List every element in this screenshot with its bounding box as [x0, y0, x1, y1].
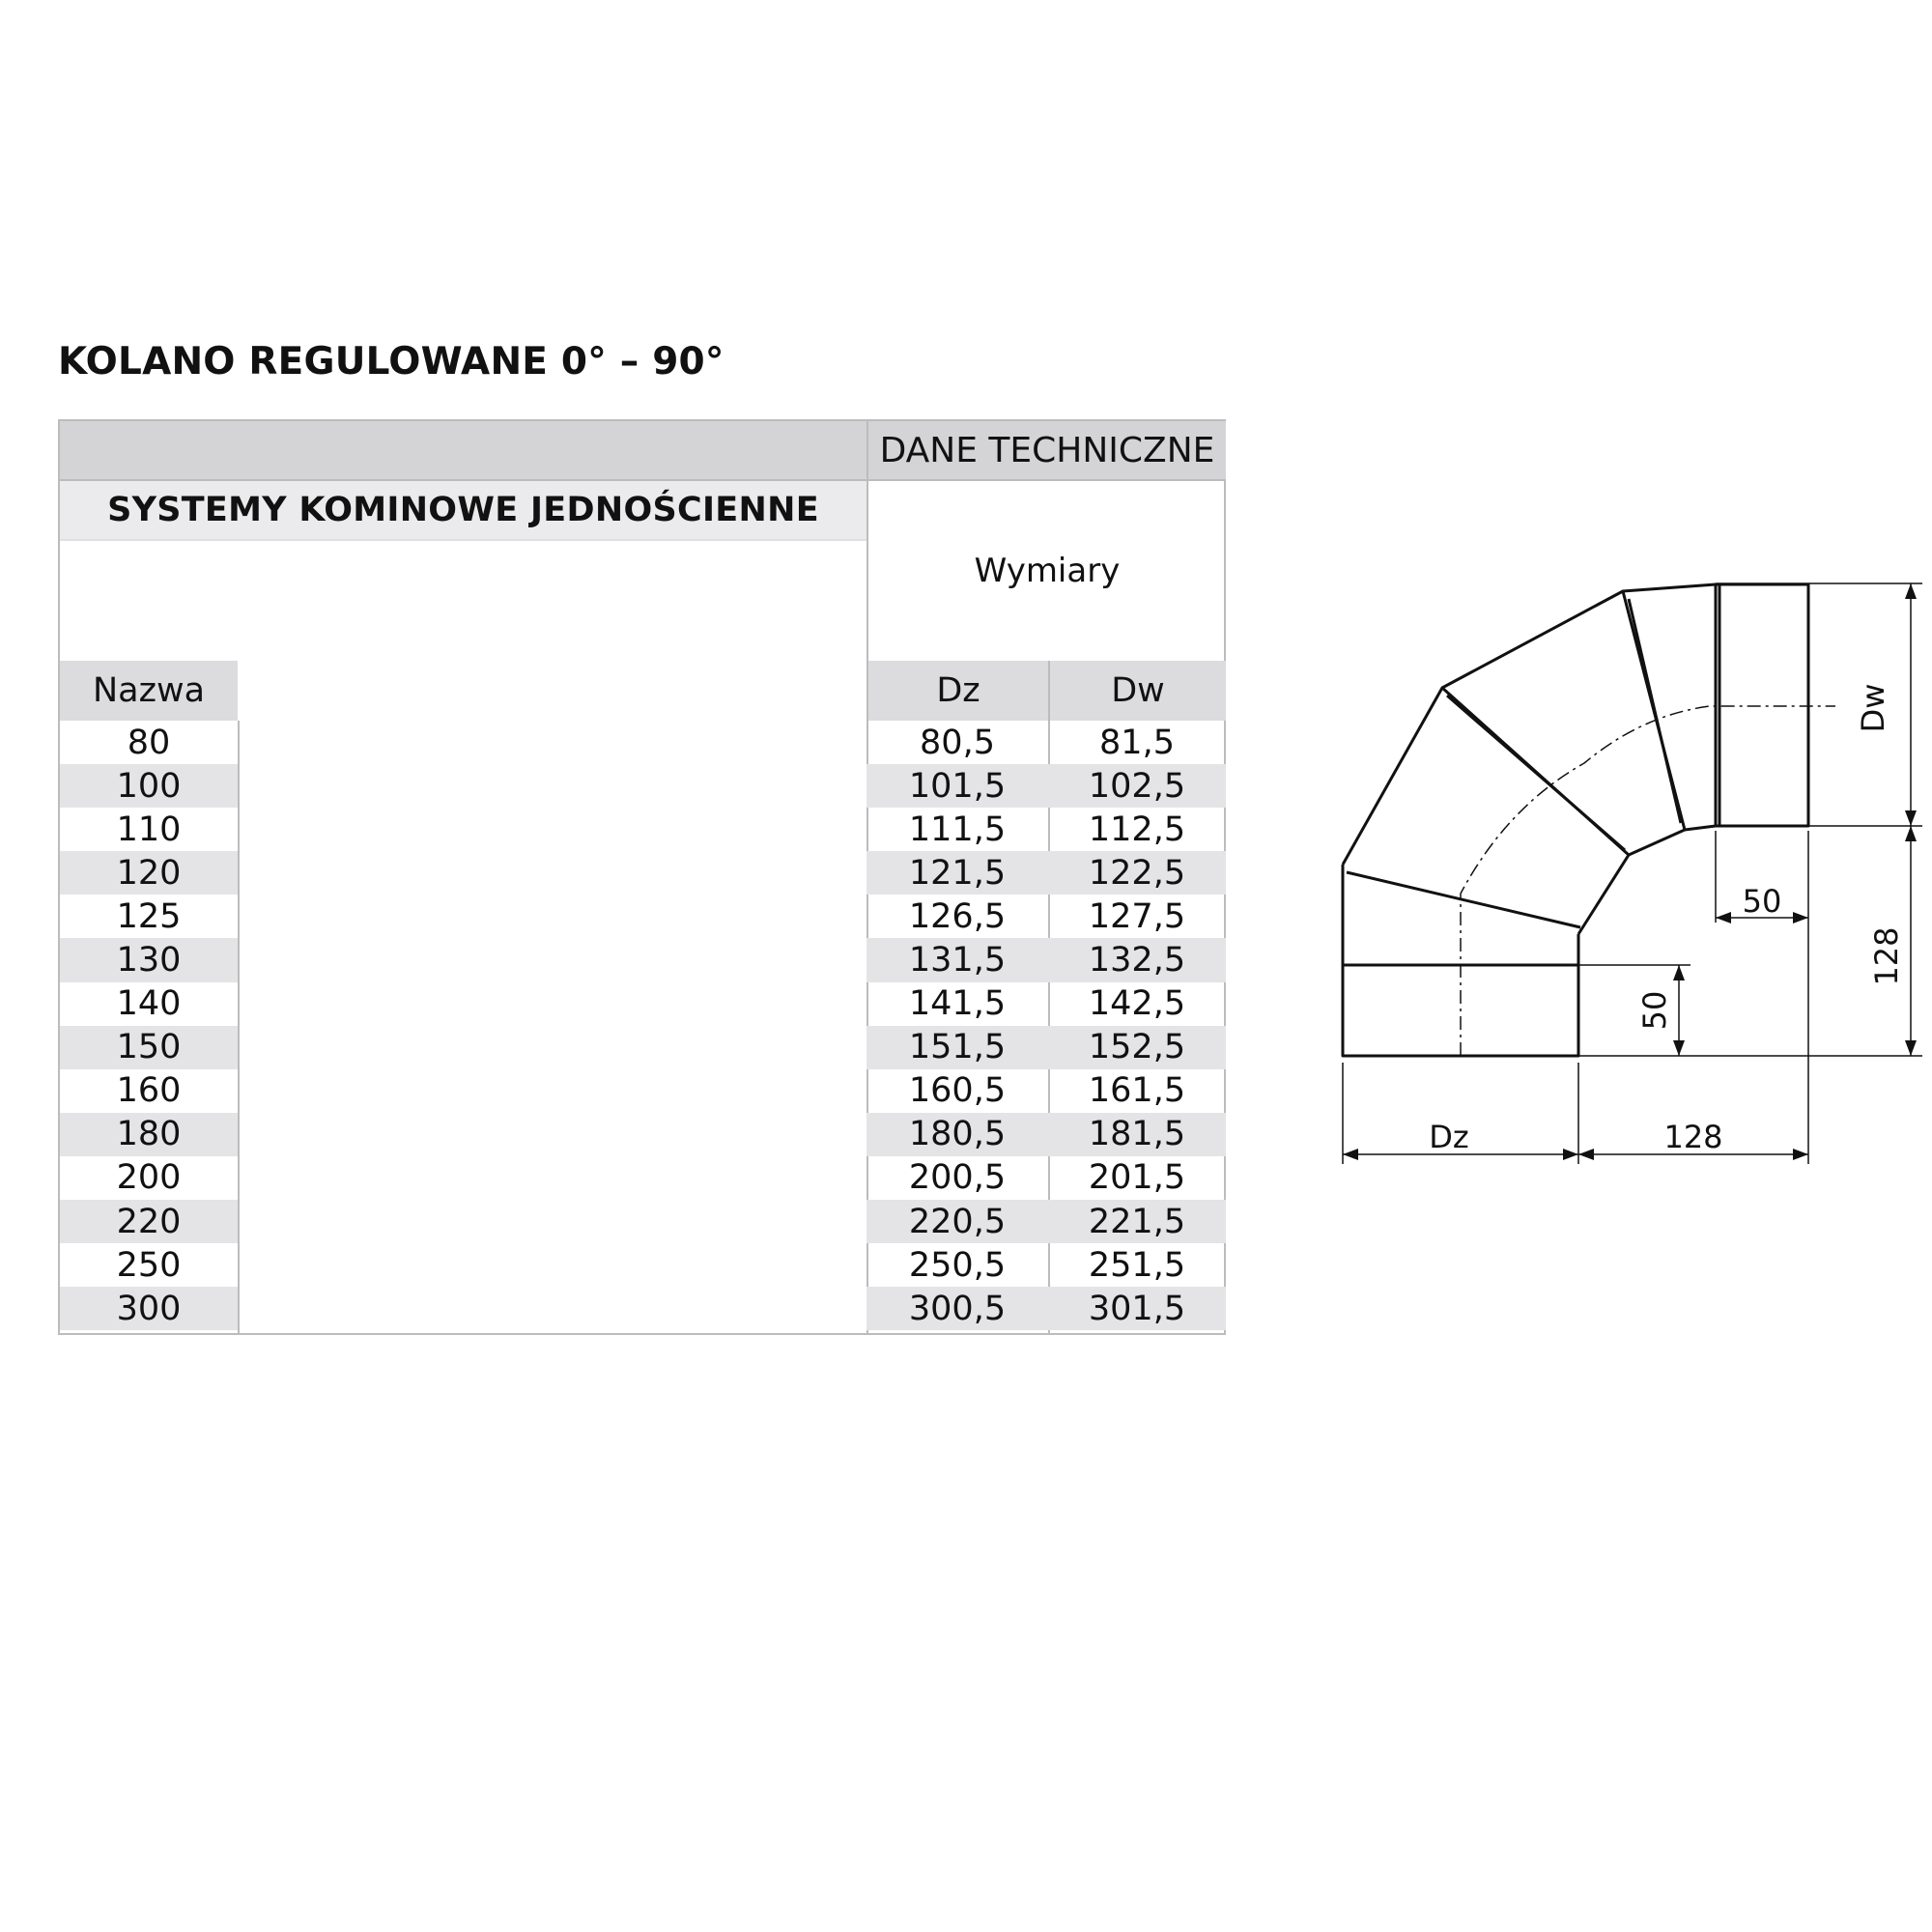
- elbow-technical-drawing: [1323, 575, 1922, 1193]
- cell-dz: 131,5: [867, 938, 1048, 981]
- label-right-height: 128: [1868, 926, 1905, 986]
- cell-dw: 127,5: [1088, 896, 1186, 936]
- table-row: [60, 1243, 1226, 1287]
- header-system-name: SYSTEMY KOMINOWE JEDNOŚCIENNE: [60, 481, 867, 541]
- dimension-arrows: [1343, 583, 1917, 1160]
- cell-name: 120: [60, 851, 238, 895]
- cell-dz: 101,5: [867, 764, 1048, 808]
- cell-name: 125: [116, 896, 182, 936]
- cell-dw: 122,5: [1048, 851, 1226, 895]
- cell-dw: 181,5: [1048, 1113, 1226, 1156]
- cell-dz: 220,5: [867, 1200, 1048, 1243]
- label-bottom-side: 50: [1636, 990, 1673, 1031]
- table-row: [60, 808, 1226, 851]
- column-header-dz: Dz: [867, 661, 1048, 721]
- cell-dz: 160,5: [908, 1071, 1007, 1111]
- label-bottom-length: 128: [1663, 1119, 1723, 1155]
- elbow-outline: [1343, 584, 1808, 1056]
- cell-dw: 132,5: [1048, 938, 1226, 981]
- table-body: [60, 721, 1226, 1330]
- table-row: [60, 1287, 1226, 1330]
- cell-name: 250: [116, 1245, 182, 1285]
- cell-dw: 251,5: [1088, 1245, 1186, 1285]
- cell-dw: 161,5: [1088, 1071, 1186, 1111]
- table-header-blank: [60, 421, 867, 481]
- cell-dw: 102,5: [1048, 764, 1226, 808]
- cell-dw: 112,5: [1088, 810, 1186, 849]
- column-header-name: Nazwa: [60, 661, 238, 721]
- table-row: [60, 1156, 1226, 1200]
- cell-dw: 152,5: [1048, 1026, 1226, 1069]
- table-row: [60, 1113, 1226, 1156]
- cell-dz: 151,5: [867, 1026, 1048, 1069]
- cell-dw: 142,5: [1088, 984, 1186, 1024]
- cell-name: 130: [60, 938, 238, 981]
- label-dw: Dw: [1855, 683, 1891, 733]
- cell-name: 200: [116, 1158, 182, 1198]
- cell-name: 150: [60, 1026, 238, 1069]
- cell-name: 80: [127, 723, 171, 762]
- cell-dz: 121,5: [867, 851, 1048, 895]
- cell-dz: 126,5: [908, 896, 1007, 936]
- cell-dw: 221,5: [1048, 1200, 1226, 1243]
- table-row: [60, 1200, 1226, 1243]
- table-row: [60, 764, 1226, 808]
- header-dimensions: Wymiary: [867, 481, 1226, 661]
- table-row: [60, 721, 1226, 764]
- cell-name: 220: [60, 1200, 238, 1243]
- cell-dw: 201,5: [1088, 1158, 1186, 1198]
- cell-name: 110: [116, 810, 182, 849]
- cell-name: 300: [60, 1287, 238, 1330]
- cell-name: 160: [116, 1071, 182, 1111]
- column-header-dw: Dw: [1048, 661, 1226, 721]
- cell-dz: 141,5: [908, 984, 1007, 1024]
- table-row: [60, 1069, 1226, 1113]
- cell-dz: 250,5: [908, 1245, 1007, 1285]
- cell-dw: 301,5: [1048, 1287, 1226, 1330]
- cell-dz: 80,5: [920, 723, 995, 762]
- page-title: KOLANO REGULOWANE 0° – 90°: [58, 340, 724, 384]
- header-technical-data: DANE TECHNICZNE: [867, 421, 1226, 481]
- cell-name: 140: [116, 984, 182, 1024]
- dimension-lines: [1343, 583, 1922, 1164]
- table-row: [60, 982, 1226, 1026]
- cell-dz: 300,5: [867, 1287, 1048, 1330]
- cell-dz: 180,5: [867, 1113, 1048, 1156]
- table-row: [60, 895, 1226, 938]
- label-dz: Dz: [1429, 1119, 1469, 1155]
- cell-dz: 111,5: [908, 810, 1007, 849]
- cell-name: 100: [60, 764, 238, 808]
- table-row: [60, 1026, 1226, 1069]
- cell-dz: 200,5: [908, 1158, 1007, 1198]
- table-row: [60, 938, 1226, 981]
- table-row: [60, 851, 1226, 895]
- technical-data-table: [58, 419, 1226, 1335]
- label-top-length: 50: [1742, 883, 1782, 920]
- cell-name: 180: [60, 1113, 238, 1156]
- cell-dw: 81,5: [1099, 723, 1175, 762]
